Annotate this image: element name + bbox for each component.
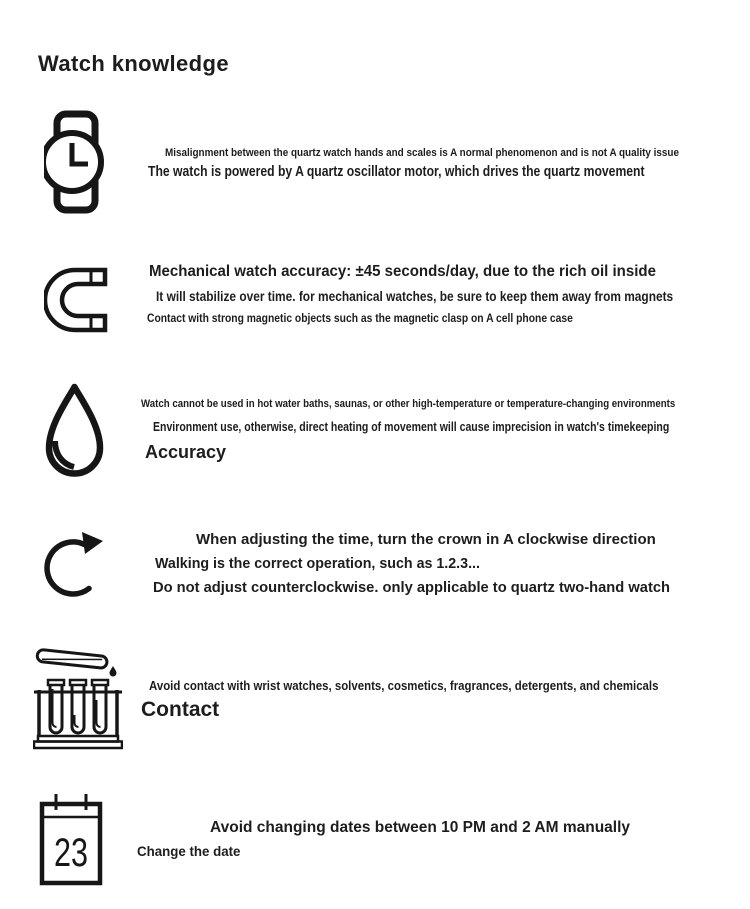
water-drop-icon: [41, 381, 108, 484]
section-accuracy-heading: Accuracy: [145, 442, 227, 462]
section-quartz-text: The watch is powered by A quartz oscillator motor, which drives the quartz movement: [148, 164, 645, 180]
wristwatch-icon: [44, 110, 106, 214]
calendar-day: 23: [54, 831, 88, 875]
test-tubes-icon: [33, 643, 123, 750]
section-adjust-note: Do not adjust counterclockwise. only applicable to quartz two-hand watch: [153, 579, 671, 596]
section-magnet-note: Contact with strong magnetic objects such as the magnetic clasp on A cell phone case: [147, 311, 573, 325]
section-magnet-headline: Mechanical watch accuracy: ±45 seconds/day, due to the rich oil inside: [149, 263, 656, 280]
section-contact-text: Avoid contact with wrist watches, solvents, cosmetics, fragrances, detergents, and chemicals: [149, 678, 659, 693]
section-magnet-text: It will stabilize over time. for mechanical watches, be sure to keep them away from magnets: [156, 288, 674, 304]
section-date-headline: Avoid changing dates between 10 PM and 2 AM manually: [210, 819, 631, 836]
section-temperature-note: Watch cannot be used in hot water baths, saunas, or other high-temperature or temperature-changing environments: [141, 398, 676, 410]
section-contact-heading: Contact: [141, 698, 220, 721]
clockwise-arrow-icon: [44, 525, 110, 607]
section-date-heading: Change the date: [137, 843, 241, 859]
magnet-icon: [44, 261, 108, 339]
section-adjust-text: Walking is the correct operation, such as 1.2.3...: [155, 555, 480, 572]
page-title: Watch knowledge: [38, 50, 229, 76]
section-adjust-headline: When adjusting the time, turn the crown in A clockwise direction: [196, 531, 656, 548]
calendar-icon: [39, 792, 103, 886]
section-quartz-note: Misalignment between the quartz watch hands and scales is A normal phenomenon and is not A quality issue: [165, 147, 679, 159]
section-temperature-text: Environment use, otherwise, direct heating of movement will cause imprecision in watch's timekeeping: [153, 419, 670, 434]
